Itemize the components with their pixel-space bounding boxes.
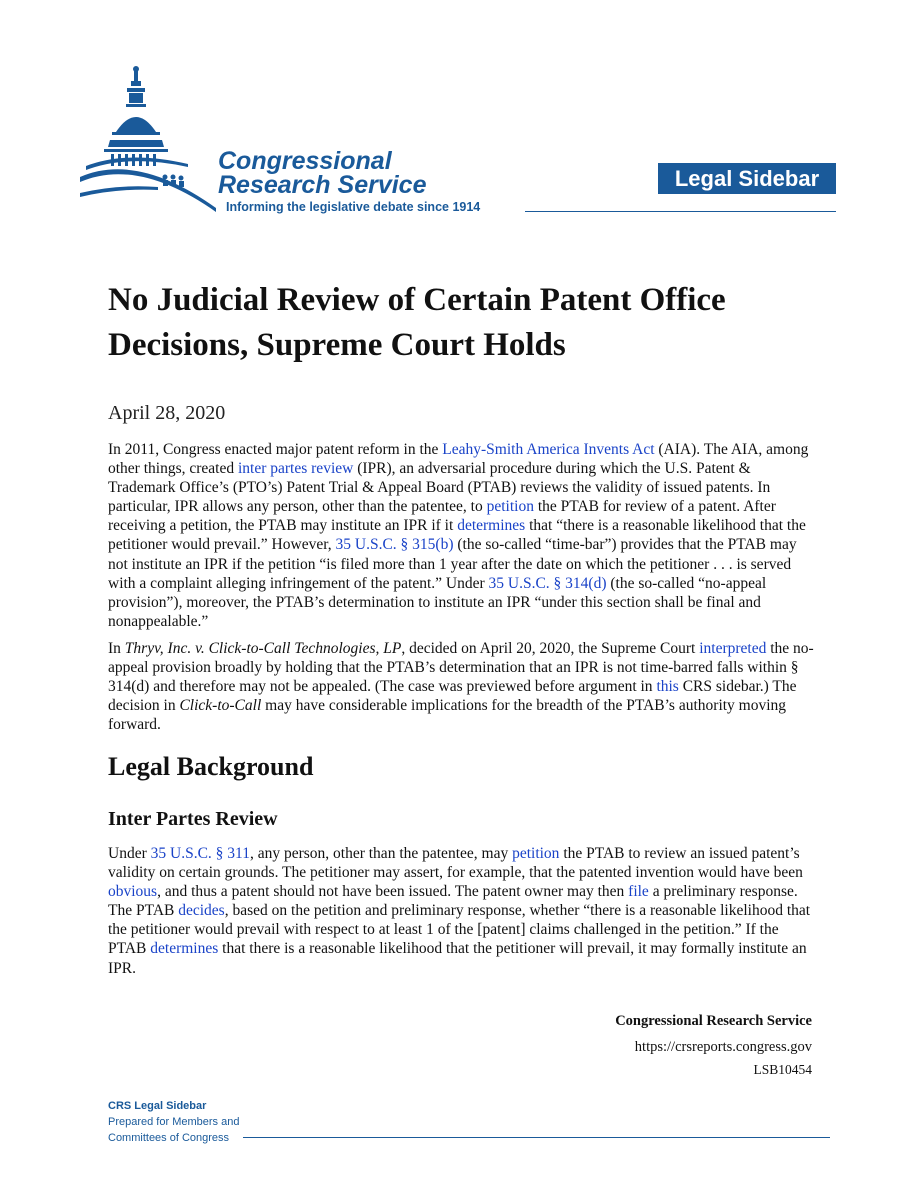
text-span: In 2011, Congress enacted major patent reform in the: [108, 441, 443, 458]
bottom-label-line3: Committees of Congress: [108, 1132, 230, 1144]
text-span: , any person, other than the patentee, may: [249, 845, 513, 862]
link-petition-2[interactable]: petition: [512, 845, 560, 862]
footer-org: Congressional Research Service: [615, 1013, 812, 1029]
case-name: Thryv, Inc. v. Click-to-Call Technologies, LP: [124, 640, 402, 657]
text-span: that there is a reasonable likelihood that the petitioner will prevail, it may formally institute an IPR.: [108, 940, 807, 977]
crs-capitol-logo-icon: [78, 62, 218, 212]
text-span: CRS sidebar.) The decision in: [108, 678, 797, 715]
text-span: Under: [108, 845, 151, 862]
link-determines-2[interactable]: determines: [150, 940, 219, 958]
org-tagline: Informing the legislative debate since 1914: [226, 200, 481, 214]
link-determines[interactable]: determines: [457, 517, 526, 535]
org-name-line1: Congressional: [218, 147, 392, 175]
text-span: (the so-called “no-appeal provision”), moreover, the PTAB’s determination to institute an IPR “under this section shall be final and nonappealable.”: [108, 574, 767, 630]
link-interpreted[interactable]: interpreted: [699, 640, 767, 657]
footer-url: https://crsreports.congress.gov: [634, 1039, 812, 1055]
header-divider: [525, 211, 836, 212]
section-heading: Legal Background: [108, 752, 314, 781]
bottom-label-title: CRS Legal Sidebar: [108, 1100, 207, 1112]
text-span: a preliminary response. The PTAB: [108, 883, 798, 920]
link-this-sidebar[interactable]: this: [656, 678, 679, 696]
link-314d[interactable]: 35 U.S.C. § 314(d): [488, 574, 607, 592]
text-span: the no-appeal provision broadly by holding that the PTAB’s determination that an IPR is not time-barred falls within § 314(d) and therefore may not be appealed. (The case was previewed before argument in: [108, 640, 814, 696]
link-petition[interactable]: petition: [486, 498, 534, 516]
text-span: In: [108, 640, 125, 657]
publication-date: April 28, 2020: [108, 402, 226, 424]
link-aia[interactable]: Leahy-Smith America Invents Act: [442, 441, 655, 458]
link-inter-partes-review[interactable]: inter partes review: [237, 460, 354, 478]
legal-sidebar-badge: Legal Sidebar: [658, 163, 836, 194]
bottom-label-line2: Prepared for Members and: [108, 1116, 240, 1128]
text-span: that “there is a reasonable likelihood that the petitioner would prevail.” However,: [108, 517, 806, 554]
link-315b[interactable]: 35 U.S.C. § 315(b): [335, 536, 454, 554]
footer-divider: [243, 1137, 830, 1138]
text-span: (AIA). The AIA, among other things, created: [108, 441, 809, 478]
link-311[interactable]: 35 U.S.C. § 311: [150, 845, 250, 862]
text-span: (the so-called “time-bar”) provides that the PTAB may not institute an IPR if the petition “is filed more than 1 year after the date on which the petitioner . . . is served with a complaint alleging infringement of the patent.” Under: [108, 536, 797, 592]
case-short-name: Click-to-Call: [179, 697, 262, 715]
footer-report-id: LSB10454: [753, 1062, 812, 1077]
link-obvious[interactable]: obvious: [108, 883, 158, 901]
text-span: , based on the petition and preliminary response, whether “there is a reasonable likelihood that the petitioner would prevail with respect to at least 1 of the [patent] claims challenged in the petition.” If the PTAB: [108, 902, 811, 958]
link-decides[interactable]: decides: [178, 902, 225, 920]
link-file[interactable]: file: [628, 883, 649, 901]
subsection-heading: Inter Partes Review: [108, 808, 278, 830]
text-span: , decided on April 20, 2020, the Supreme Court: [401, 640, 700, 657]
ipr-paragraph: [108, 844, 814, 978]
holding-paragraph: [108, 639, 814, 734]
text-span: (IPR), an adversarial procedure during which the U.S. Patent & Trademark Office’s (PTO’s) Patent Trial & Appeal Board (PTAB) reviews the validity of issued patents. In particular, IPR allows any person, other than the patentee, to: [108, 460, 771, 516]
text-span: the PTAB for review of a patent. After receiving a petition, the PTAB may institute an IPR if it: [108, 498, 776, 535]
org-name-line2: Research Service: [218, 171, 427, 199]
text-span: , and thus a patent should not have been issued. The patent owner may then: [157, 883, 629, 901]
text-span: may have considerable implications for the breadth of the PTAB’s authority moving forward.: [108, 697, 787, 734]
page-title: No Judicial Review of Certain Patent Office Decisions, Supreme Court Holds: [108, 282, 726, 363]
text-span: the PTAB to review an issued patent’s validity on certain grounds. The petitioner may assert, for example, that the patented invention would have been: [108, 845, 803, 882]
intro-paragraph: [108, 440, 814, 631]
